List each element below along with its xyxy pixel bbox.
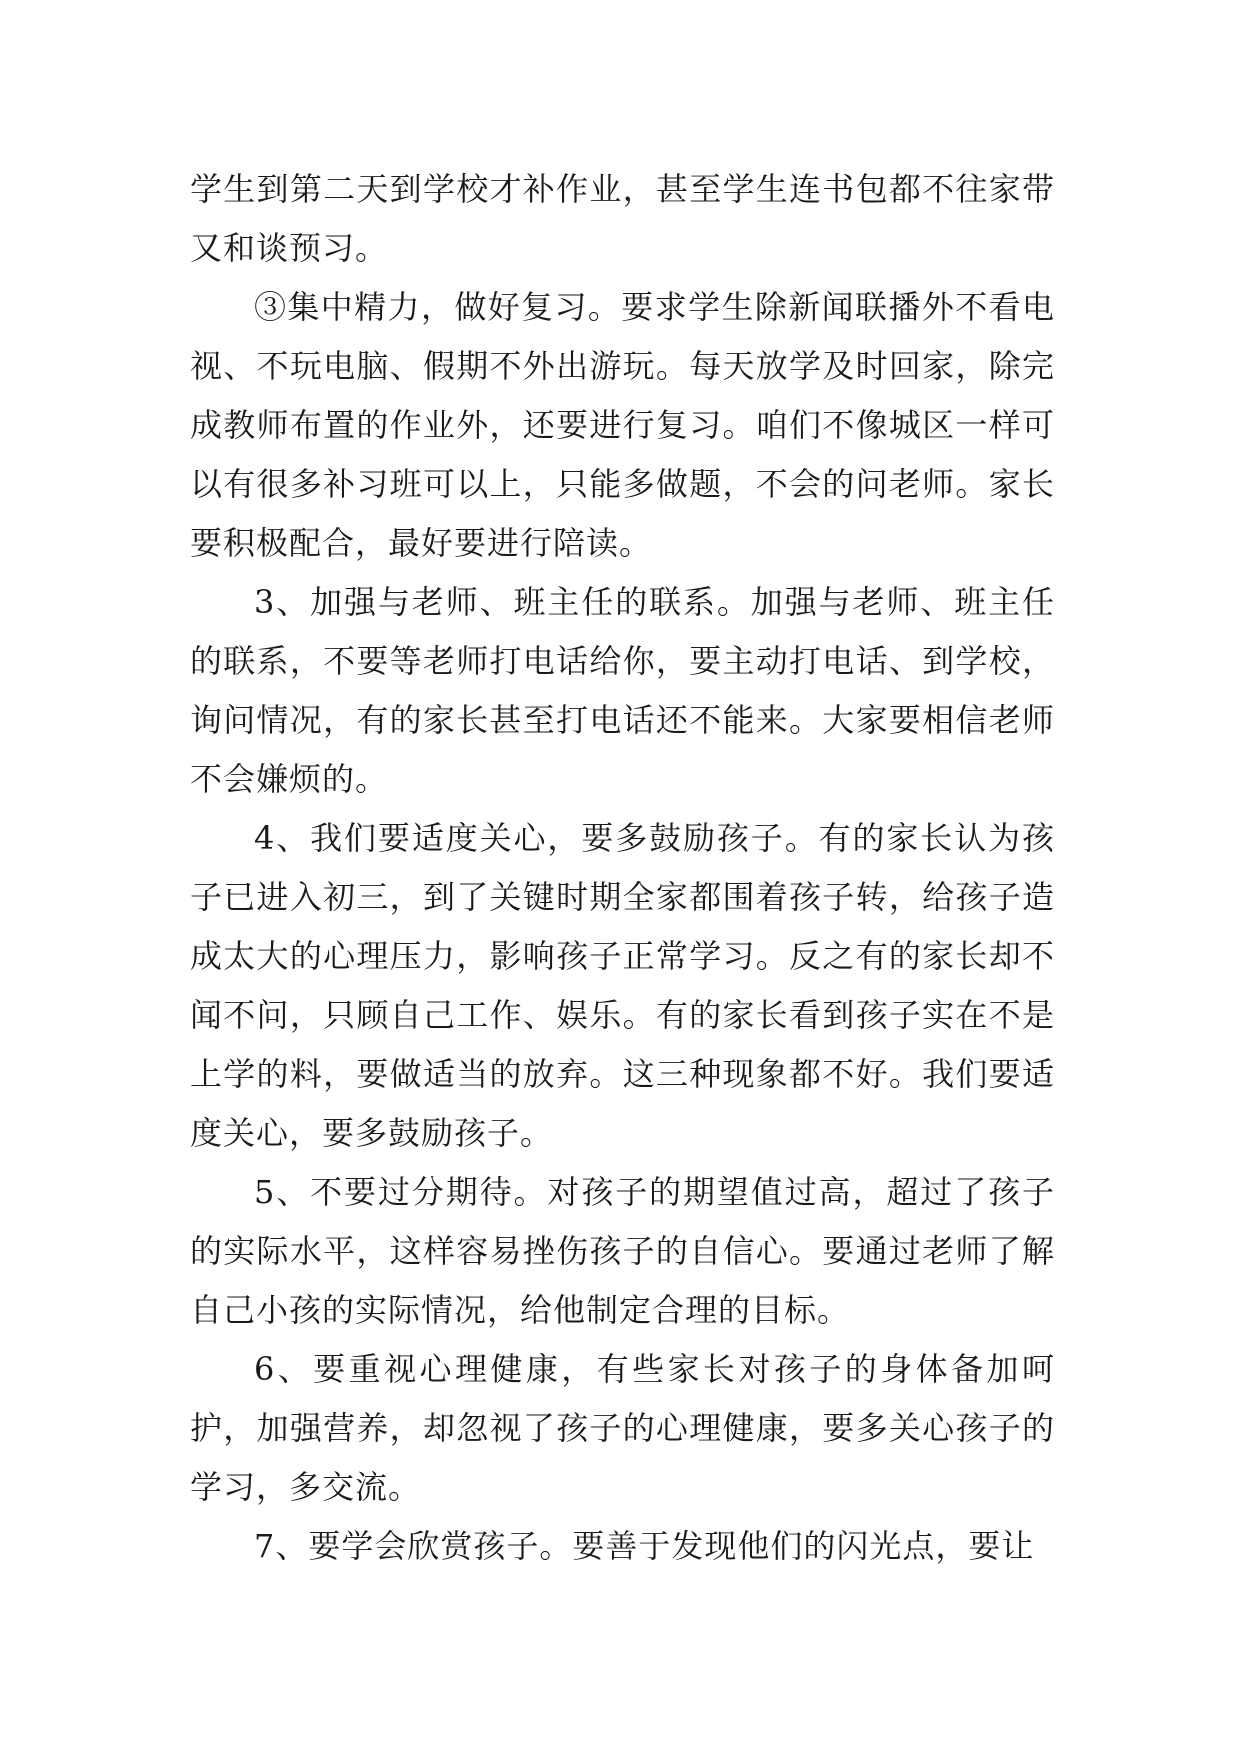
paragraph-review: ③集中精力，做好复习。要求学生除新闻联播外不看电视、不玩电脑、假期不外出游玩。每天放学及时回家，除完成教师布置的作业外，还要进行复习。咱们不像城区一样可以有很多补习班可以上，只能多做题，不会的问老师。家长要积极配合，最好要进行陪读。 [190, 288, 1055, 562]
paragraph-moderate-care: 4、我们要适度关心，要多鼓励孩子。有的家长认为孩子已进入初三，到了关键时期全家都围着孩子转，给孩子造成太大的心理压力，影响孩子正常学习。反之有的家长却不闻不问，只顾自己工作、娱乐。有的家长看到孩子实在不是上学的料，要做适当的放弃。这三种现象都不好。我们要适度关心，要多鼓励孩子。 [190, 819, 1055, 1152]
paragraph-teacher-contact: 3、加强与老师、班主任的联系。加强与老师、班主任的联系，不要等老师打电话给你，要主动打电话、到学校，询问情况，有的家长甚至打电话还不能来。大家要相信老师不会嫌烦的。 [190, 583, 1055, 798]
paragraph-appreciate-child: 7、要学会欣赏孩子。要善于发现他们的闪光点，要让 [254, 1527, 1035, 1565]
paragraph-expectations: 5、不要过分期待。对孩子的期望值过高，超过了孩子的实际水平，这样容易挫伤孩子的自信心。要通过老师了解自己小孩的实际情况，给他制定合理的目标。 [190, 1173, 1055, 1329]
paragraph-continuation: 学生到第二天到学校才补作业，甚至学生连书包都不往家带又和谈预习。 [190, 170, 1055, 267]
document-body [190, 160, 1055, 1576]
paragraph-mental-health: 6、要重视心理健康，有些家长对孩子的身体备加呵护，加强营养，却忽视了孩子的心理健康，要多关心孩子的学习，多交流。 [190, 1350, 1055, 1506]
